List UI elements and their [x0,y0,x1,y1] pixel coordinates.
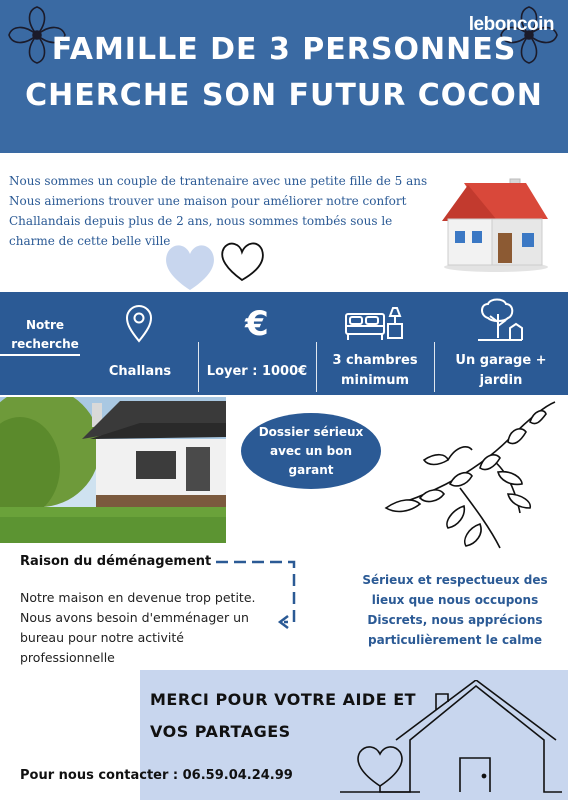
criteria-garden [434,292,568,395]
house-heart-line-icon [340,680,562,796]
serious-tenant-text [355,570,555,650]
criteria-label: jardin [479,373,523,388]
hearts-icon [160,232,270,292]
bubble-line: avec un bon [270,443,352,458]
reason-line: professionnelle [20,650,115,665]
serious-line: Discrets, nous apprécions [367,613,543,627]
contact-phone: Pour nous contacter : 06.59.04.24.99 [20,768,293,783]
house-photo [0,397,226,543]
column-divider [434,342,435,392]
intro-line: Nous sommes un couple de trantenaire avec une petite fille de 5 ans [9,174,428,188]
bubble-line: garant [288,462,334,477]
intro-line: Challandais depuis plus de 2 ans, nous sommes tombés sous le [9,214,393,228]
moving-reason-title: Raison du déménagement [20,554,212,569]
intro-line: charme de cette belle ville [9,234,171,248]
criteria-label: 3 chambres [332,353,418,368]
search-criteria-band [0,292,568,395]
brand-logo: leboncoin [468,14,554,35]
page-title-line1: FAMILLE DE 3 PERSONNES [51,32,517,67]
bubble-line: Dossier sérieux [258,424,364,439]
criteria-location [82,292,198,395]
column-divider [198,342,199,392]
reason-line: bureau pour notre activité [20,630,184,645]
page-title-line2: CHERCHE SON FUTUR COCON [25,78,543,113]
header-banner [0,0,568,153]
criteria-label: Loyer : 1000€ [206,364,308,379]
house-illustration [438,175,550,273]
serious-line: lieux que nous occupons [371,593,539,607]
serious-file-bubble [241,413,381,489]
tree-icon [476,298,524,344]
label-line: Notre [25,318,65,332]
divider-line [0,354,80,356]
criteria-label: minimum [340,373,410,388]
reason-line: Nous avons besoin d'emménager un [20,610,249,625]
serious-line: particulièrement le calme [367,633,543,647]
thanks-line: VOS PARTAGES [150,722,291,741]
bed-icon [344,304,406,344]
criteria-label: Un garage + [455,353,547,368]
euro-icon: € [245,304,269,344]
criteria-label: Challans [108,364,172,379]
column-divider [316,342,317,392]
notre-recherche-label [0,292,82,395]
branch-illustration [380,398,560,558]
moving-reason-text [20,588,280,668]
criteria-bedrooms [316,292,434,395]
thanks-line: MERCI POUR VOTRE AIDE ET [150,690,417,709]
location-pin-icon [122,304,156,344]
serious-line: Sérieux et respectueux des [362,573,548,587]
intro-line: Nous aimerions trouver une maison pour améliorer notre confort [9,194,407,208]
reason-line: Notre maison en devenue trop petite. [20,590,256,605]
criteria-rent [198,292,316,395]
label-line: recherche [11,337,79,351]
